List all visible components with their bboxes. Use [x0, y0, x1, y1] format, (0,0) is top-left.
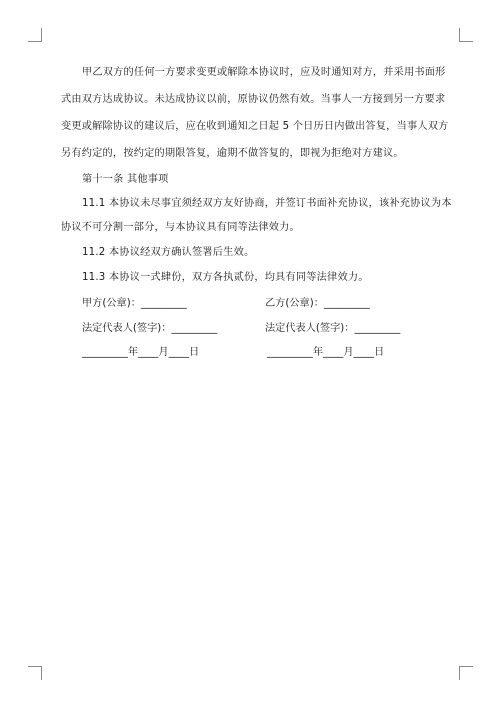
party-b-seal-field: 乙方(公章)：_________: [265, 298, 370, 309]
article10-line-3: 变更或解除协议的建议后，应在收到通知之日起 5 个日历日内做出答复，当事人双方: [61, 121, 449, 132]
party-a-representative-field: 法定代表人(签字)：_________: [82, 323, 218, 334]
crop-mark-top-left: [28, 28, 42, 42]
party-a-seal-field: 甲方(公章)：_________: [82, 298, 187, 309]
article10-line-2: 式由双方达成协议。未达成协议以前，原协议仍然有效。当事人一方接到另一方要求: [61, 94, 446, 105]
clause-11-1-line-2: 协议不可分割一部分，与本协议具有同等法律效力。: [61, 222, 300, 233]
crop-mark-bottom-right: [459, 666, 473, 680]
crop-mark-bottom-left: [28, 666, 42, 680]
clause-11-2: 11.2 本协议经双方确认签署后生效。: [82, 247, 255, 258]
party-b-date-field: _________年____月____日: [267, 347, 385, 358]
article10-line-1: 甲乙双方的任何一方要求变更或解除本协议时，应及时通知对方，并采用书面形: [82, 67, 446, 78]
article10-line-4: 另有约定的，按约定的期限答复，逾期不做答复的，即视为拒绝对方建议。: [61, 148, 404, 159]
article11-heading: 第十一条 其他事项: [82, 174, 169, 185]
party-a-date-field: _________年____月____日: [82, 347, 200, 358]
crop-mark-top-right: [459, 28, 473, 42]
clause-11-3: 11.3 本协议一式肆份，双方各执贰份，均具有同等法律效力。: [82, 272, 369, 283]
clause-11-1-line-1: 11.1 本协议未尽事宜须经双方友好协商，并签订书面补充协议，该补充协议为本: [82, 198, 452, 209]
party-b-representative-field: 法定代表人(签字)：_________: [265, 323, 401, 334]
